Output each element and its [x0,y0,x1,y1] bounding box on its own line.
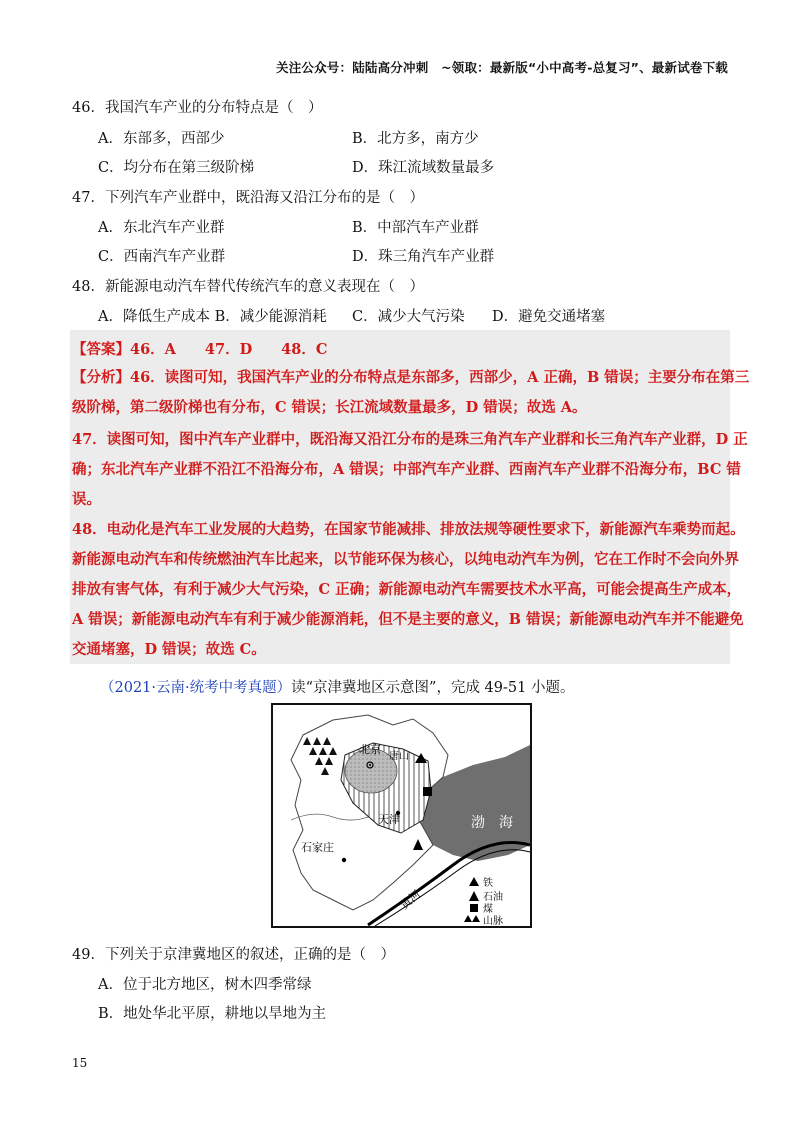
answer-line: 【答案】46．A 47．D 48．C [72,341,328,358]
analysis-line: 47．读图可知，图中汽车产业群中，既沿海又沿江分布的是珠三角汽车产业群和长三角汽车产业群，D 正 [72,431,748,448]
analysis-line: 误。 [72,491,101,508]
intro-text: 读“京津冀地区示意图”，完成 49-51 小题。 [291,680,575,696]
analysis-line: 新能源电动汽车和传统燃油汽车比起来，以节能环保为核心，以纯电动汽车为例，它在工作时不会向外界 [72,551,739,568]
question-49-stem: 49．下列关于京津冀地区的叙述，正确的是（ ） [72,947,395,963]
legend-mountain-icon [464,915,480,922]
legend-coal: 煤 [483,904,493,915]
q46-option-d: D．珠江流域数量最多 [352,160,495,176]
jingjinji-map [271,703,532,928]
q48-option-c: C．减少大气污染 [352,309,465,325]
analysis-line: 交通堵塞，D 错误；故选 C。 [72,641,266,658]
question-46-stem: 46．我国汽车产业的分布特点是（ ） [72,100,323,116]
q47-option-c: C．西南汽车产业群 [98,249,226,265]
q49-option-a: A．位于北方地区，树木四季常绿 [98,977,312,993]
page-header: 关注公众号：陆陆高分冲刺 ~领取：最新版“小中高考-总复习”、最新试卷下载 [276,60,728,75]
legend-oil-icon [469,891,479,901]
q48-option-ab: A．降低生产成本 B．减少能源消耗 [98,309,327,325]
q46-option-a: A．东部多，西部少 [98,131,225,147]
coal-icon [423,787,432,796]
analysis-line: 级阶梯，第二级阶梯也有分布，C 错误；长江流域数量最多，D 错误；故选 A。 [72,399,587,416]
q48-option-d: D．避免交通堵塞 [492,309,606,325]
analysis-line: 【分析】46．读图可知，我国汽车产业的分布特点是东部多，西部少，A 正确，B 错误；主要分布在第三 [72,369,750,386]
question-source: （2021·云南·统考中考真题） [100,680,292,696]
analysis-line: A 错误；新能源电动汽车有利于减少能源消耗，但不是主要的意义，B 错误；新能源电动汽车并不能避免 [72,611,744,628]
passage-intro [100,678,574,698]
label-tianjin: 天津 [378,813,400,826]
q47-option-d: D．珠三角汽车产业群 [352,249,495,265]
question-47-stem: 47．下列汽车产业群中，既沿海又沿江分布的是（ ） [72,190,424,206]
q47-option-a: A．东北汽车产业群 [98,220,225,236]
label-bohai: 渤 海 [471,815,513,831]
q46-option-c: C．均分布在第三级阶梯 [98,160,255,176]
legend-mountain: 山脉 [483,916,503,926]
label-shijiazhuang: 石家庄 [301,841,334,854]
legend-oil: 石油 [483,892,503,903]
analysis-line: 确；东北汽车产业群不沿江不沿海分布，A 错误；中部汽车产业群、西南汽车产业群不沿海分布，BC 错 [72,461,741,478]
label-huanghe: 黄河 [397,887,424,912]
q46-option-b: B．北方多，南方少 [352,131,479,147]
analysis-line: 48．电动化是汽车工业发展的大趋势，在国家节能减排、排放法规等硬性要求下，新能源汽车乘势而起。 [72,521,745,538]
legend-iron: 铁 [483,878,493,889]
shijiazhuang-marker [342,858,346,862]
analysis-line: 排放有害气体，有利于减少大气污染，C 正确；新能源电动汽车需要技术水平高，可能会提高生产成本， [72,581,742,598]
q49-option-b: B．地处华北平原，耕地以旱地为主 [98,1006,327,1022]
page-number: 15 [72,1056,88,1070]
legend-iron-icon [469,877,479,886]
map-figure [273,705,530,926]
label-beijing: 北京 [359,743,381,756]
q47-option-b: B．中部汽车产业群 [352,220,479,236]
label-tangshan: 唐山 [389,751,409,762]
legend-coal-icon [470,904,478,912]
question-48-stem: 48．新能源电动汽车替代传统汽车的意义表现在（ ） [72,279,424,295]
